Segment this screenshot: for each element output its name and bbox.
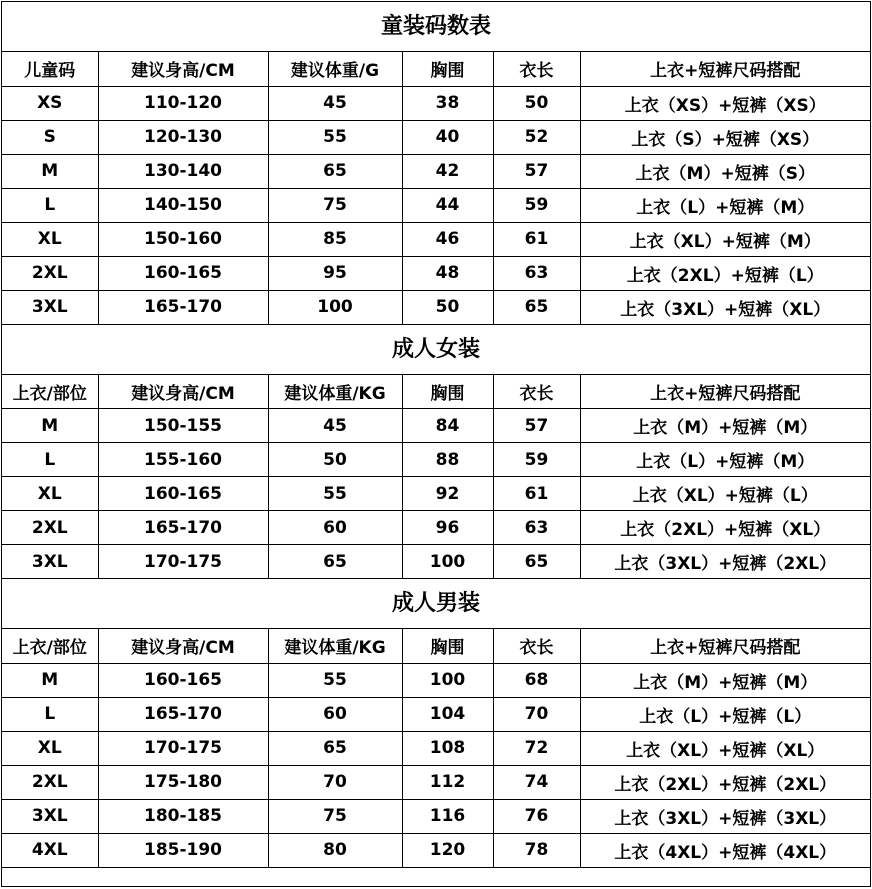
table-cell: 100 (268, 290, 402, 324)
table-cell: 55 (268, 120, 402, 154)
table-cell: S (2, 120, 98, 154)
table-row (2, 86, 870, 120)
table-cell: 175-180 (98, 765, 268, 799)
table-cell: 42 (402, 154, 493, 188)
table-cell: 185-190 (98, 833, 268, 867)
table-cell: 165-170 (98, 290, 268, 324)
table-cell: 78 (493, 833, 580, 867)
table-cell: 60 (268, 697, 402, 731)
section-title: 成人男装 (2, 579, 870, 629)
table-cell: 上衣（XL）+短裤（XL） (580, 731, 870, 765)
table-cell: 2XL (2, 765, 98, 799)
table-cell: 上衣（4XL）+短裤（4XL） (580, 833, 870, 867)
header-cell: 衣长 (493, 375, 580, 409)
header-cell: 上衣+短裤尺码搭配 (580, 629, 870, 663)
table-row (2, 188, 870, 222)
table-cell: XL (2, 477, 98, 511)
section-men (2, 579, 870, 868)
header-cell: 儿童码 (2, 52, 98, 86)
header-cell: 衣长 (493, 629, 580, 663)
header-cell: 胸围 (402, 375, 493, 409)
table-cell: 上衣（2XL）+短裤（2XL） (580, 765, 870, 799)
table-cell: 上衣（M）+短裤（M） (580, 663, 870, 697)
table-cell: 88 (402, 443, 493, 477)
table-cell: 45 (268, 86, 402, 120)
header-cell: 胸围 (402, 52, 493, 86)
table-cell: 2XL (2, 511, 98, 545)
header-cell: 衣长 (493, 52, 580, 86)
table-cell: 70 (493, 697, 580, 731)
header-cell: 上衣+短裤尺码搭配 (580, 375, 870, 409)
table-header-row (2, 52, 870, 86)
table-cell: 上衣（2XL）+短裤（XL） (580, 511, 870, 545)
table-cell: 84 (402, 409, 493, 443)
table-cell: 65 (268, 154, 402, 188)
table-cell: 上衣（L）+短裤（L） (580, 697, 870, 731)
table-row (2, 290, 870, 324)
table-cell: 61 (493, 477, 580, 511)
table-cell: M (2, 154, 98, 188)
table-cell: 70 (268, 765, 402, 799)
section-title: 成人女装 (2, 325, 870, 375)
table-row (2, 833, 870, 867)
table-cell: 170-175 (98, 545, 268, 579)
table-cell: 120-130 (98, 120, 268, 154)
table-cell: 74 (493, 765, 580, 799)
table-cell: 63 (493, 511, 580, 545)
table-cell: 2XL (2, 256, 98, 290)
table-cell: 上衣（L）+短裤（M） (580, 188, 870, 222)
table-cell: 180-185 (98, 799, 268, 833)
table-cell: 140-150 (98, 188, 268, 222)
section-title: 童装码数表 (2, 2, 870, 52)
table-row (2, 511, 870, 545)
section-women (2, 325, 870, 580)
table-cell: M (2, 663, 98, 697)
table-cell: 165-170 (98, 697, 268, 731)
table-cell: 85 (268, 222, 402, 256)
table-cell: 上衣（2XL）+短裤（L） (580, 256, 870, 290)
table-cell: 上衣（M）+短裤（M） (580, 409, 870, 443)
table-cell: 上衣（XL）+短裤（L） (580, 477, 870, 511)
size-table (2, 52, 870, 325)
size-table (2, 375, 870, 580)
table-cell: 50 (402, 290, 493, 324)
table-cell: L (2, 443, 98, 477)
table-cell: 100 (402, 663, 493, 697)
table-cell: 150-160 (98, 222, 268, 256)
table-cell: 52 (493, 120, 580, 154)
table-cell: 40 (402, 120, 493, 154)
table-row (2, 256, 870, 290)
table-cell: 上衣（M）+短裤（S） (580, 154, 870, 188)
size-chart-sheet (1, 1, 871, 887)
table-cell: 100 (402, 545, 493, 579)
header-cell: 胸围 (402, 629, 493, 663)
table-cell: 150-155 (98, 409, 268, 443)
table-cell: 116 (402, 799, 493, 833)
table-cell: 61 (493, 222, 580, 256)
table-row (2, 697, 870, 731)
table-cell: 3XL (2, 290, 98, 324)
table-cell: 4XL (2, 833, 98, 867)
table-cell: XL (2, 731, 98, 765)
table-cell: 72 (493, 731, 580, 765)
table-cell: 50 (493, 86, 580, 120)
table-cell: 108 (402, 731, 493, 765)
table-header-row (2, 375, 870, 409)
table-row (2, 120, 870, 154)
table-cell: 76 (493, 799, 580, 833)
header-cell: 建议身高/CM (98, 52, 268, 86)
table-cell: 165-170 (98, 511, 268, 545)
table-row (2, 731, 870, 765)
table-cell: 160-165 (98, 256, 268, 290)
table-cell: 130-140 (98, 154, 268, 188)
table-cell: 112 (402, 765, 493, 799)
table-cell: 95 (268, 256, 402, 290)
table-row (2, 222, 870, 256)
table-cell: 上衣（XL）+短裤（M） (580, 222, 870, 256)
table-cell: 155-160 (98, 443, 268, 477)
table-cell: 上衣（3XL）+短裤（2XL） (580, 545, 870, 579)
table-cell: XL (2, 222, 98, 256)
table-cell: 上衣（3XL）+短裤（3XL） (580, 799, 870, 833)
header-cell: 建议体重/G (268, 52, 402, 86)
table-cell: XS (2, 86, 98, 120)
table-cell: 3XL (2, 799, 98, 833)
table-row (2, 477, 870, 511)
table-header-row (2, 629, 870, 663)
table-cell: 55 (268, 663, 402, 697)
table-cell: 65 (268, 731, 402, 765)
table-row (2, 799, 870, 833)
header-cell: 建议身高/CM (98, 629, 268, 663)
table-cell: 46 (402, 222, 493, 256)
table-cell: 59 (493, 443, 580, 477)
table-cell: L (2, 697, 98, 731)
table-cell: 55 (268, 477, 402, 511)
table-row (2, 663, 870, 697)
table-row (2, 154, 870, 188)
section-kids (2, 2, 870, 325)
table-cell: 120 (402, 833, 493, 867)
table-cell: 38 (402, 86, 493, 120)
header-cell: 建议身高/CM (98, 375, 268, 409)
table-cell: 110-120 (98, 86, 268, 120)
table-cell: 60 (268, 511, 402, 545)
header-cell: 建议体重/KG (268, 375, 402, 409)
size-table (2, 629, 870, 868)
table-cell: 57 (493, 154, 580, 188)
table-cell: 57 (493, 409, 580, 443)
table-cell: 45 (268, 409, 402, 443)
table-cell: 160-165 (98, 663, 268, 697)
table-cell: 59 (493, 188, 580, 222)
table-cell: 63 (493, 256, 580, 290)
table-row (2, 545, 870, 579)
table-cell: 68 (493, 663, 580, 697)
table-cell: 上衣（3XL）+短裤（XL） (580, 290, 870, 324)
table-cell: 104 (402, 697, 493, 731)
table-cell: 上衣（L）+短裤（M） (580, 443, 870, 477)
table-cell: 80 (268, 833, 402, 867)
table-cell: 75 (268, 799, 402, 833)
table-cell: 65 (493, 290, 580, 324)
table-cell: 48 (402, 256, 493, 290)
header-cell: 上衣+短裤尺码搭配 (580, 52, 870, 86)
table-cell: 96 (402, 511, 493, 545)
table-cell: 92 (402, 477, 493, 511)
table-cell: 75 (268, 188, 402, 222)
header-cell: 上衣/部位 (2, 375, 98, 409)
header-cell: 建议体重/KG (268, 629, 402, 663)
table-row (2, 765, 870, 799)
table-cell: 170-175 (98, 731, 268, 765)
table-cell: 65 (268, 545, 402, 579)
table-row (2, 409, 870, 443)
table-cell: 65 (493, 545, 580, 579)
table-cell: M (2, 409, 98, 443)
table-cell: 50 (268, 443, 402, 477)
header-cell: 上衣/部位 (2, 629, 98, 663)
table-row (2, 443, 870, 477)
table-cell: 160-165 (98, 477, 268, 511)
table-cell: 上衣（XS）+短裤（XS） (580, 86, 870, 120)
table-cell: 44 (402, 188, 493, 222)
table-cell: L (2, 188, 98, 222)
table-cell: 3XL (2, 545, 98, 579)
table-cell: 上衣（S）+短裤（XS） (580, 120, 870, 154)
